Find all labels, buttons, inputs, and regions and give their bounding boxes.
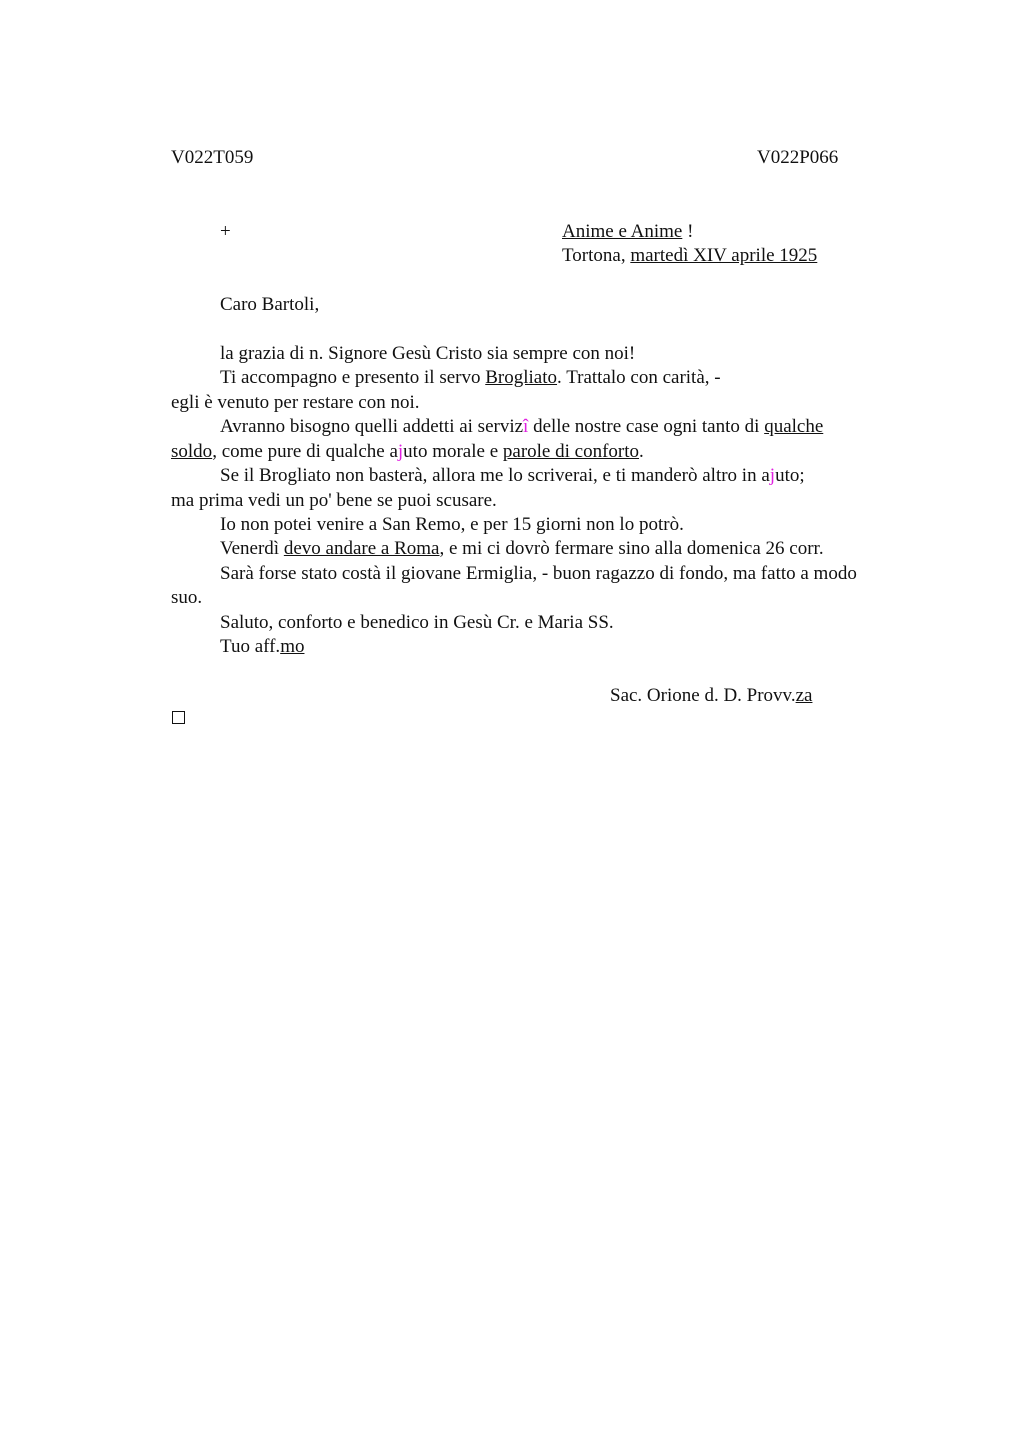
date: martedì XIV aprile 1925 bbox=[630, 245, 818, 266]
text-run: uto; bbox=[775, 465, 805, 486]
text-run: Venerdì bbox=[220, 538, 284, 559]
text-run: Ti accompagno e presento il servo bbox=[220, 367, 486, 388]
motto-text: Anime e Anime bbox=[562, 221, 683, 242]
underlined-text: mo bbox=[280, 636, 305, 657]
letter-line-7: ma prima vedi un po' bene se puoi scusare. bbox=[171, 490, 497, 511]
document-code-left: V022T059 bbox=[171, 147, 254, 168]
salutation: Caro Bartoli, bbox=[220, 294, 320, 315]
highlighted-char: j bbox=[769, 465, 776, 486]
cross-mark: + bbox=[220, 221, 231, 242]
signature-text: Sac. Orione d. D. Provv. bbox=[610, 685, 796, 706]
text-run: delle nostre case ogni tanto di bbox=[528, 416, 765, 437]
text-run: , e mi ci dovrò fermare sino alla domenica 26 corr. bbox=[439, 538, 824, 559]
letter-line-8: Io non potei venire a San Remo, e per 15 giorni non lo potrò. bbox=[220, 514, 684, 535]
signature-suffix: za bbox=[795, 685, 813, 706]
letter-line-9 bbox=[220, 537, 824, 561]
underlined-name: Brogliato bbox=[485, 367, 558, 388]
underlined-text: devo andare a Roma bbox=[283, 538, 440, 559]
text-run: . bbox=[639, 441, 644, 462]
text-run: . Trattalo con carità, - bbox=[557, 367, 721, 388]
letter-line-12: Saluto, conforto e benedico in Gesù Cr. e Maria SS. bbox=[220, 612, 614, 633]
text-run: Avranno bisogno quelli addetti ai serviz bbox=[220, 416, 524, 437]
underlined-text: soldo bbox=[171, 441, 213, 462]
text-run: Se il Brogliato non basterà, allora me lo scriverai, e ti manderò altro in a bbox=[220, 465, 770, 486]
underlined-text: parole di conforto bbox=[502, 441, 640, 462]
letter-line-3: egli è venuto per restare con noi. bbox=[171, 392, 420, 413]
signature bbox=[610, 684, 812, 708]
motto-punct: ! bbox=[682, 221, 694, 242]
place-date bbox=[562, 244, 817, 268]
document-code-right: V022P066 bbox=[757, 147, 839, 168]
highlighted-char: î bbox=[523, 416, 529, 437]
place: Tortona, bbox=[562, 245, 631, 266]
letter-line-5 bbox=[171, 440, 644, 464]
letter-line-4 bbox=[220, 415, 823, 439]
text-run: , come pure di qualche a bbox=[212, 441, 398, 462]
motto bbox=[562, 220, 693, 244]
text-run: uto morale e bbox=[403, 441, 503, 462]
highlighted-char: j bbox=[397, 441, 404, 462]
letter-line-11: suo. bbox=[171, 587, 203, 608]
letter-line-2 bbox=[220, 366, 721, 390]
letter-line-1: la grazia di n. Signore Gesù Cristo sia sempre con noi! bbox=[220, 343, 636, 364]
closing bbox=[220, 635, 304, 659]
letter-line-6 bbox=[220, 464, 805, 488]
square-icon bbox=[172, 711, 185, 724]
letter-line-10: Sarà forse stato costà il giovane Ermiglia, - buon ragazzo di fondo, ma fatto a modo bbox=[220, 563, 857, 584]
text-run: Tuo aff. bbox=[220, 636, 281, 657]
underlined-text: qualche bbox=[764, 416, 824, 437]
